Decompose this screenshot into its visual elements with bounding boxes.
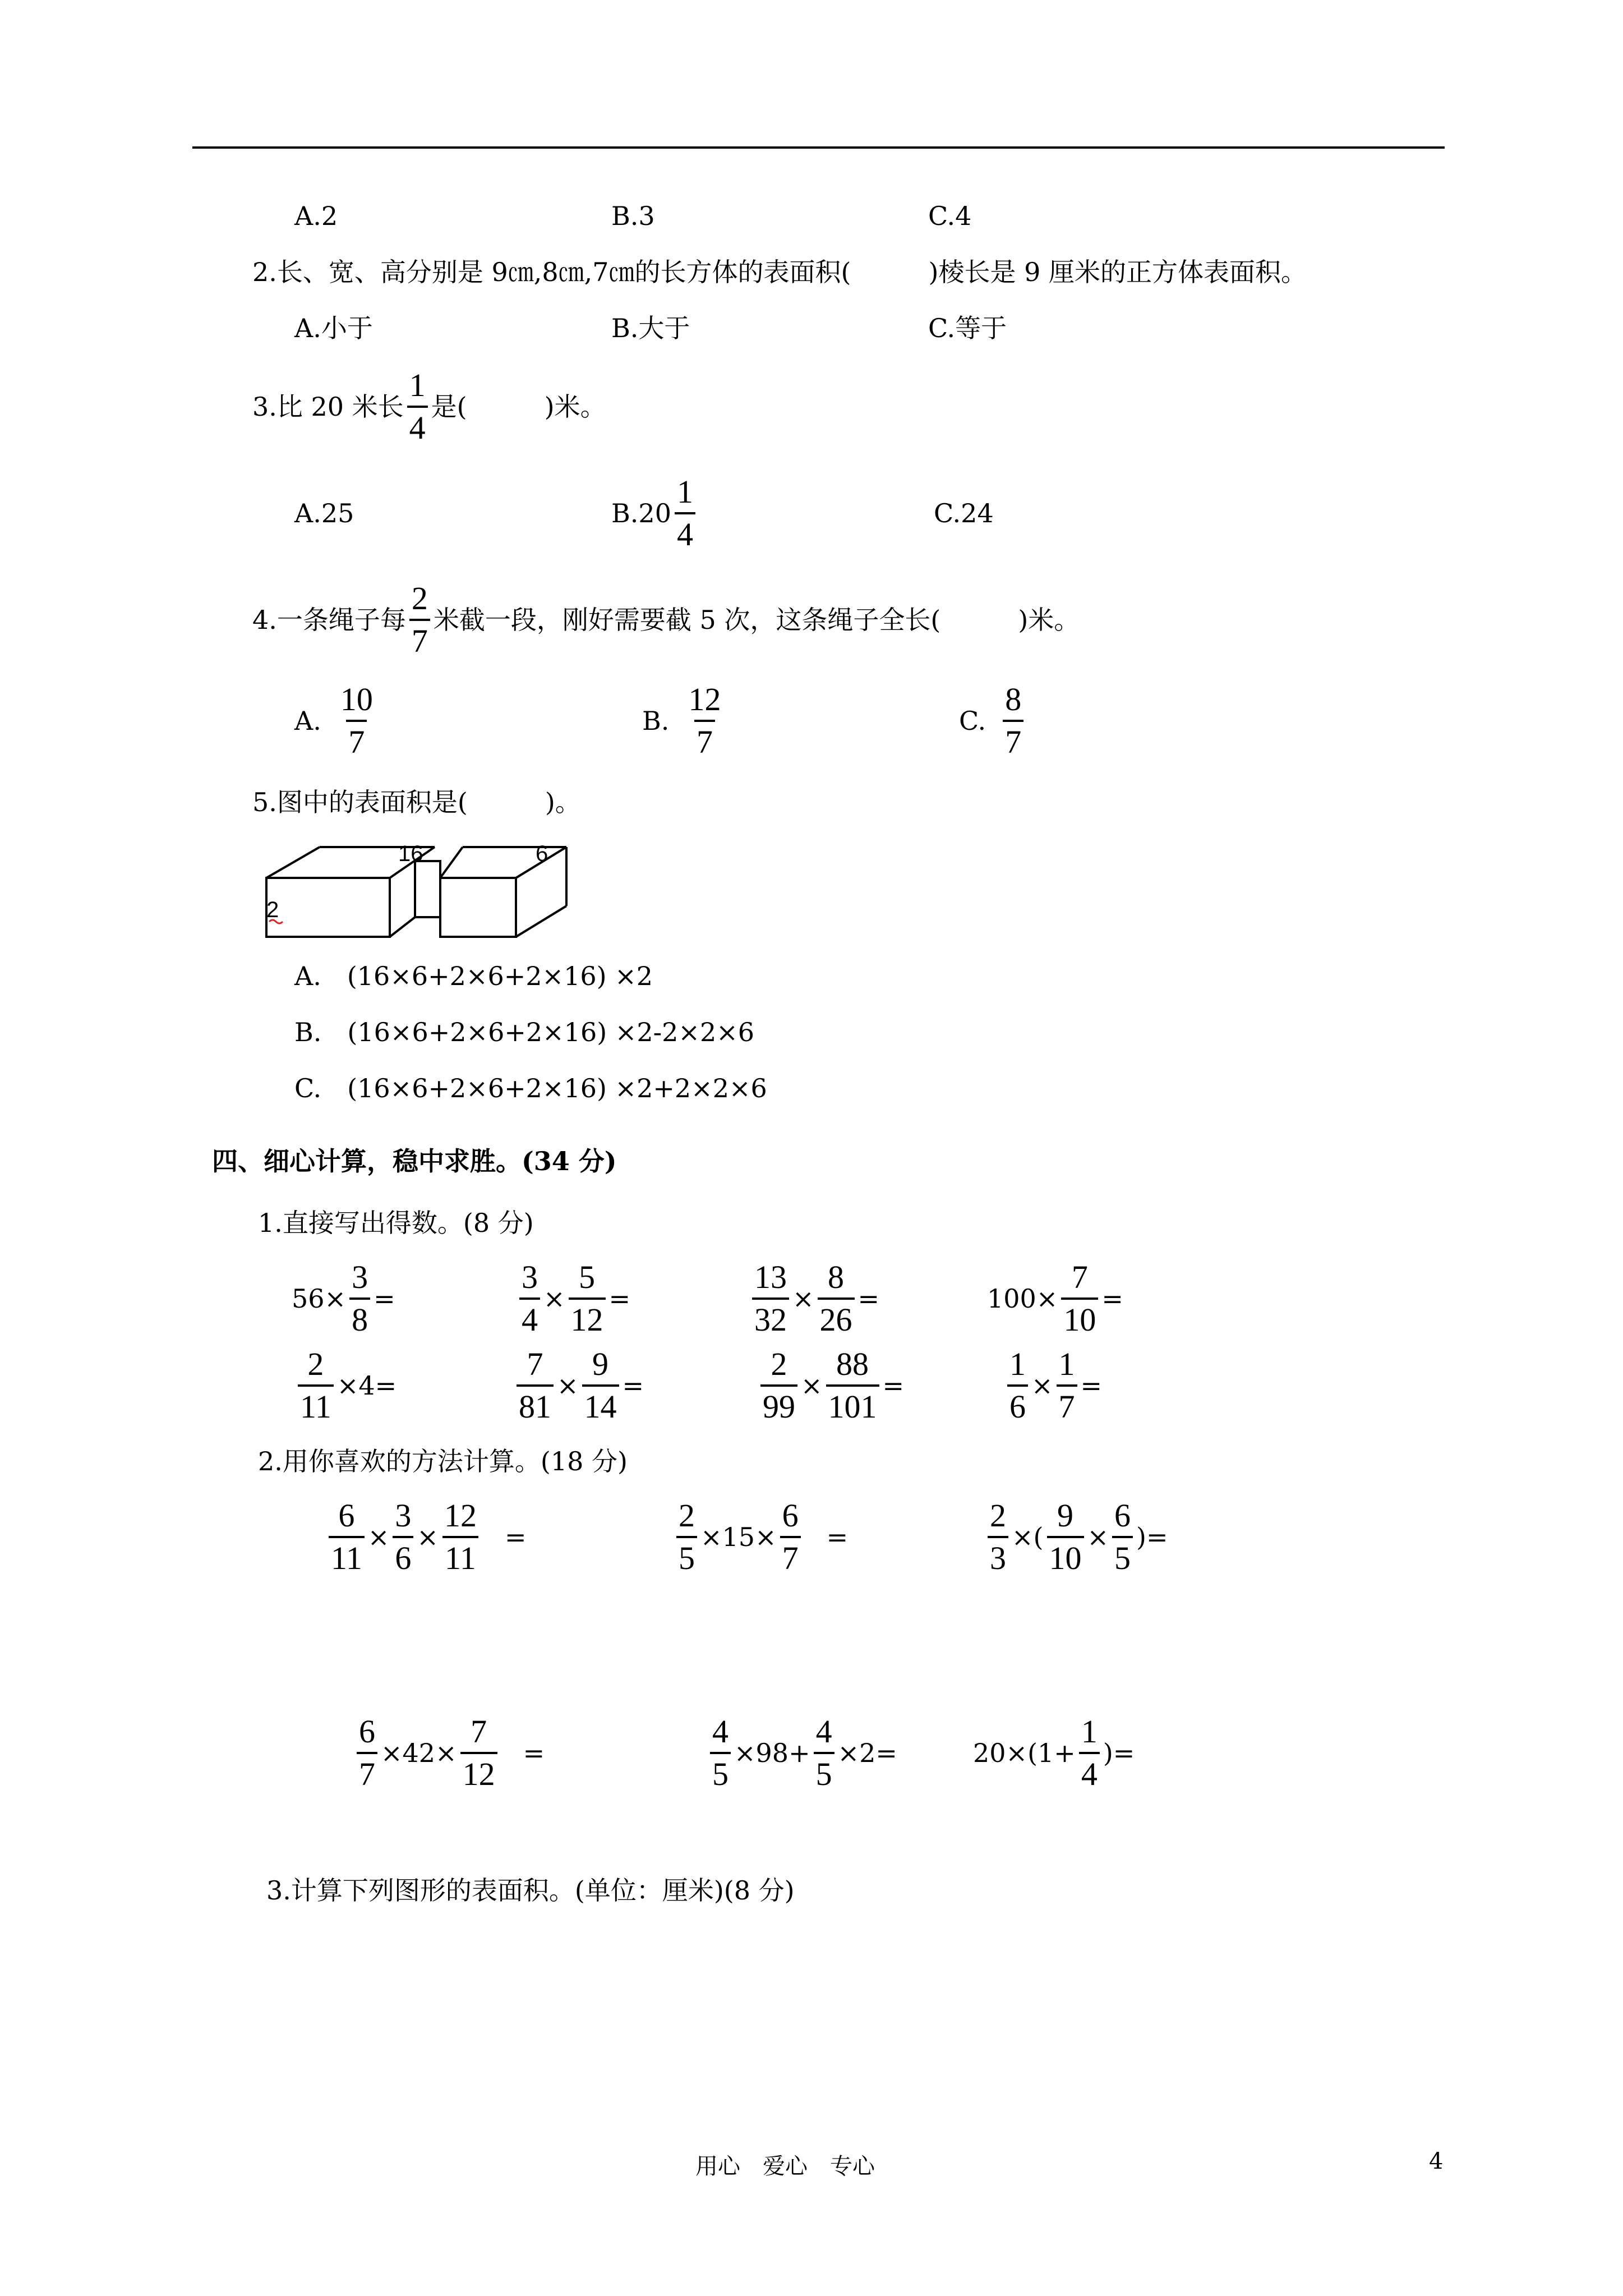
p1-r1-item-2: $\frac{3}{4}$ × $\frac{5}{12}$ = <box>516 1259 630 1338</box>
prev-option-b: B.3 <box>611 201 655 231</box>
prev-option-c: C.4 <box>928 201 972 231</box>
q4-fraction: $\frac{2}{7}$ <box>409 581 430 659</box>
q3-fraction: $\frac{1}{4}$ <box>407 367 428 446</box>
p2-item-d: $\frac{6}{7}$ ×42× $\frac{7}{12}$ = <box>353 1714 545 1792</box>
q2-option-c: C.等于 <box>928 313 1007 343</box>
p1-r2-item-3: $\frac{2}{99}$ × $\frac{88}{101}$ = <box>757 1346 904 1425</box>
header-rule <box>192 146 1445 149</box>
q5-option-a: A. (16×6+2×6+2×16) ×2 <box>294 961 653 991</box>
p1-r1-item-4: 100× $\frac{7}{10}$ = <box>987 1259 1123 1338</box>
q3-pre: 3.比 20 米长 <box>252 392 404 422</box>
label-length: 16 <box>398 841 423 866</box>
part-3-title: 3.计算下列图形的表面积。(单位：厘米)(8 分) <box>266 1875 795 1906</box>
q4-option-b: B. $\frac{12}{7}$ <box>642 681 721 760</box>
p2-item-c: $\frac{2}{3}$ ×( $\frac{9}{10}$ × $\frac{6}{5}$ )= <box>984 1498 1168 1576</box>
p2-item-f: 20×(1+ $\frac{1}{4}$ )= <box>973 1713 1135 1792</box>
p2-item-a: $\frac{6}{11}$ × $\frac{3}{6}$ × $\frac{12}{11}$ = <box>325 1498 527 1576</box>
label-width: 6 <box>536 841 548 866</box>
footer-motto: 用心 爱心 专心 <box>695 2154 875 2179</box>
q3-option-b: B.20 $\frac{1}{4}$ <box>611 474 699 553</box>
q4-option-a: A. $\frac{10}{7}$ <box>294 681 373 760</box>
q4-line: 4.一条绳子每 $\frac{2}{7}$ 米截一段，刚好需要截 5 次，这条绳子全长( )米。 <box>252 580 1080 659</box>
q3-option-c: C.24 <box>934 498 994 528</box>
q3-option-b-fraction: $\frac{1}{4}$ <box>675 474 695 553</box>
label-height: 2 <box>266 898 279 922</box>
p2-item-b: $\frac{2}{5}$ ×15× $\frac{6}{7}$ = <box>673 1498 848 1576</box>
p1-r2-item-2: $\frac{7}{81}$ × $\frac{9}{14}$ = <box>513 1346 644 1425</box>
p1-r2-item-4: $\frac{1}{6}$ × $\frac{1}{7}$ = <box>1004 1346 1102 1425</box>
q3-option-a: A.25 <box>294 498 354 528</box>
q2-option-a: A.小于 <box>294 313 373 343</box>
part-2-title: 2.用你喜欢的方法计算。(18 分) <box>258 1446 628 1476</box>
p1-r1-item-3: $\frac{13}{32}$ × $\frac{8}{26}$ = <box>749 1259 879 1338</box>
p1-r1-item-1: 56× $\frac{3}{8}$ = <box>292 1259 395 1338</box>
prev-option-a: A.2 <box>294 201 338 231</box>
q2-option-b: B.大于 <box>611 313 690 343</box>
part-1-title: 1.直接写出得数。(8 分) <box>258 1208 534 1238</box>
p1-r2-item-1: $\frac{2}{11}$ ×4= <box>294 1346 396 1425</box>
q3-line <box>252 367 606 446</box>
page-number: 4 <box>1429 2148 1444 2174</box>
q5-option-c: C. (16×6+2×6+2×16) ×2+2×2×6 <box>294 1073 767 1103</box>
q5-option-b: B. (16×6+2×6+2×16) ×2-2×2×6 <box>294 1017 755 1047</box>
section-4-title: 四、细心计算，稳中求胜。(34 分) <box>212 1146 617 1176</box>
q5-text: 5.图中的表面积是( )。 <box>252 787 581 817</box>
q2-text: 2.长、宽、高分别是 9㎝,8㎝,7㎝的长方体的表面积( )棱长是 9 厘米的正方体表面积。 <box>252 257 1307 287</box>
p2-item-e: $\frac{4}{5}$ ×98+ $\frac{4}{5}$ ×2= <box>707 1714 897 1792</box>
q3-post: 是( )米。 <box>431 392 606 422</box>
q5-cuboid-figure <box>261 839 575 942</box>
q4-option-c: C. $\frac{8}{7}$ <box>959 682 1027 760</box>
